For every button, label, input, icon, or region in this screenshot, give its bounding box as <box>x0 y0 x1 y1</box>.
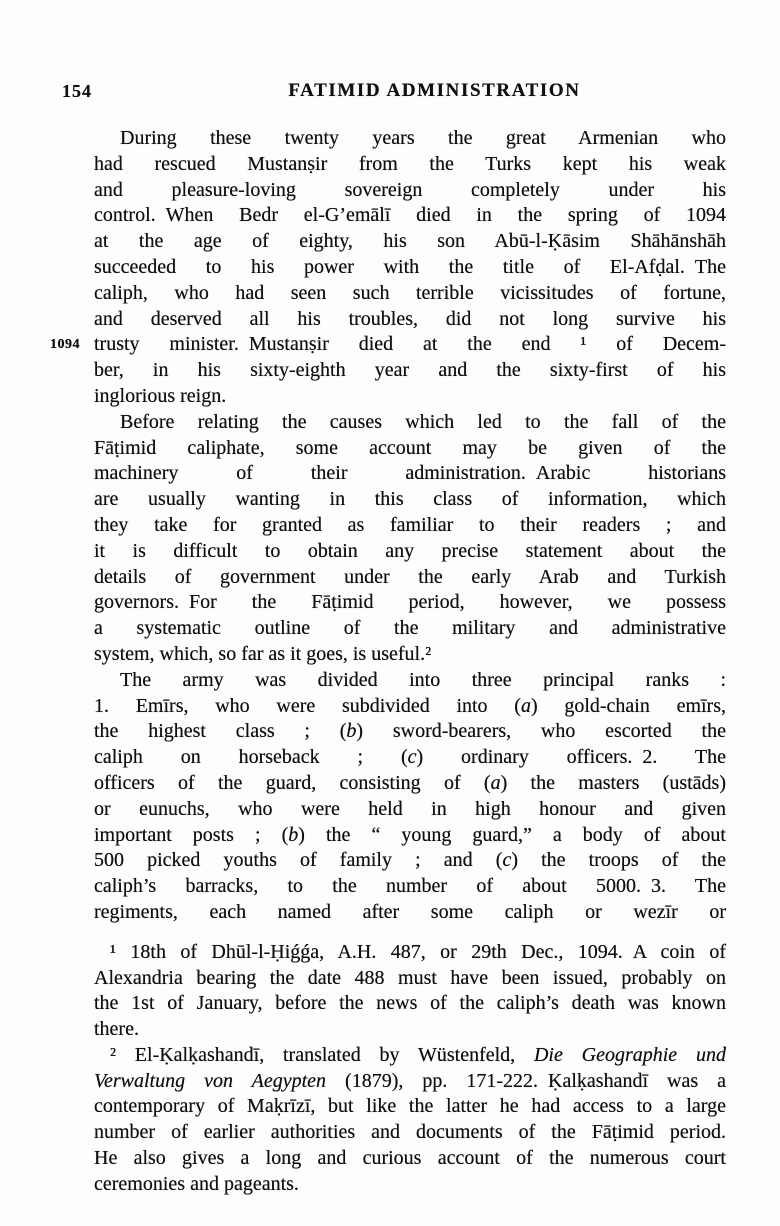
text-line <box>94 668 726 694</box>
text-segment: The army was divided into three principal ranks : <box>120 668 726 691</box>
text-segment: ) ordinary officers. 2. The <box>416 746 726 769</box>
text-segment: and deserved all his troubles, did not long survive his <box>94 307 726 330</box>
text-segment: a <box>520 694 531 717</box>
text-segment: number of earlier authorities and documents of the Fāṭimid period. <box>94 1121 726 1144</box>
text-segment: are usually wanting in this class of information, which <box>94 488 726 511</box>
text-line <box>94 332 726 358</box>
text-segment: and pleasure-loving sovereign completely under his <box>94 178 726 201</box>
text-segment: ) gold-chain emīrs, <box>530 694 726 717</box>
text-segment: 1. Emīrs, who were subdivided into ( <box>94 694 521 717</box>
text-segment: Alexandria bearing the date 488 must have been issued, probably on <box>94 966 726 989</box>
text-line <box>94 358 726 384</box>
text-segment: contemporary of Maḳrīzī, but like the latter he had access to a large <box>94 1095 726 1118</box>
page-number: 154 <box>62 81 92 101</box>
text-line <box>94 384 726 410</box>
text-line <box>94 565 726 591</box>
text-line <box>94 1172 726 1198</box>
footnote-2 <box>94 1043 726 1198</box>
text-line <box>94 590 726 616</box>
footnotes-section <box>94 940 726 1198</box>
text-line <box>94 745 726 771</box>
text-line <box>94 642 726 668</box>
text-line <box>94 848 726 874</box>
text-line <box>94 719 726 745</box>
text-segment: Before relating the causes which led to the fall of the <box>120 410 726 433</box>
text-segment: important posts ; ( <box>94 823 289 846</box>
text-segment: at the age of eighty, his son Abū-l-Ḳāsim Shāhānshāh <box>94 230 726 253</box>
text-segment: caliph, who had seen such terrible vicissitudes of fortune, <box>94 281 726 304</box>
text-line <box>94 940 726 966</box>
text-line <box>94 487 726 513</box>
text-line <box>94 823 726 849</box>
text-segment: or eunuchs, who were held in high honour and given <box>94 797 726 820</box>
text-segment: it is difficult to obtain any precise statement about the <box>94 539 726 562</box>
text-segment: trusty minister. Mustanṣir died at the end ¹ of Decem- <box>94 333 726 356</box>
text-segment: ) sword-bearers, who escorted the <box>356 720 726 743</box>
text-segment: ceremonies and pageants. <box>94 1172 299 1195</box>
text-segment: c <box>502 849 512 872</box>
paragraph-3 <box>94 668 726 926</box>
text-line <box>94 539 726 565</box>
text-line <box>94 436 726 462</box>
text-segment: officers of the guard, consisting of ( <box>94 771 491 794</box>
text-segment: the highest class ; ( <box>94 720 347 743</box>
margin-year-note: 1094 <box>50 337 80 352</box>
text-line <box>94 307 726 333</box>
text-line <box>94 874 726 900</box>
text-segment: governors. For the Fāṭimid period, however, we possess <box>94 591 726 614</box>
text-segment: details of government under the early Arab and Turkish <box>94 565 726 588</box>
text-segment: ) the “ young guard,” a body of about <box>298 823 726 846</box>
text-segment: ² El-Ḳalḳashandī, translated by Wüstenfeld, <box>110 1043 534 1066</box>
text-segment: a <box>490 771 501 794</box>
text-segment: ¹ 18th of Dhūl-l-Ḥiǵǵa, A.H. 487, or 29th Dec., 1094. A coin of <box>110 940 726 963</box>
text-segment: they take for granted as familiar to their readers ; and <box>94 513 726 536</box>
text-segment: (1879), pp. 171-222. Ḳalḳashandī was a <box>326 1069 726 1092</box>
text-segment: ) the masters (ustāds) <box>500 771 727 794</box>
text-segment: succeeded to his power with the title of El-Afḍal. The <box>94 255 726 278</box>
running-header <box>0 80 780 104</box>
text-line <box>94 178 726 204</box>
text-line <box>94 203 726 229</box>
text-line <box>94 966 726 992</box>
text-segment: He also gives a long and curious account of the numerous court <box>94 1147 726 1170</box>
text-line <box>94 410 726 436</box>
text-line <box>94 1120 726 1146</box>
text-line <box>94 1043 726 1069</box>
text-line <box>94 126 726 152</box>
text-segment: b <box>346 720 357 743</box>
text-line <box>94 797 726 823</box>
text-line <box>94 513 726 539</box>
paragraph-2 <box>94 410 726 668</box>
running-title: FATIMID ADMINISTRATION <box>288 80 581 101</box>
text-line <box>94 1094 726 1120</box>
text-segment: caliph on horseback ; ( <box>94 746 408 769</box>
text-segment: b <box>288 823 299 846</box>
text-line <box>94 900 726 926</box>
text-segment: a systematic outline of the military and administrative <box>94 617 726 640</box>
text-line <box>94 1017 726 1043</box>
text-segment: inglorious reign. <box>94 384 227 407</box>
text-line <box>94 1146 726 1172</box>
text-line <box>94 152 726 178</box>
text-segment: ) the troops of the <box>511 849 726 872</box>
text-segment: c <box>407 746 417 769</box>
text-line <box>94 991 726 1017</box>
text-line <box>94 1069 726 1095</box>
text-line <box>94 616 726 642</box>
text-segment: 500 picked youths of family ; and ( <box>94 849 503 872</box>
text-segment: Fāṭimid caliphate, some account may be given of the <box>94 436 726 459</box>
text-segment: caliph’s barracks, to the number of about 5000. 3. The <box>94 875 726 898</box>
text-segment: Verwaltung von Aegypten <box>94 1069 327 1092</box>
text-line <box>94 461 726 487</box>
text-line <box>94 229 726 255</box>
text-segment: During these twenty years the great Armenian who <box>120 127 726 149</box>
footnote-1 <box>94 940 726 1043</box>
text-segment: system, which, so far as it goes, is useful.² <box>94 642 432 665</box>
text-segment: had rescued Mustanṣir from the Turks kept his weak <box>94 152 726 175</box>
text-segment: Die Geographie und <box>533 1043 726 1066</box>
text-segment: machinery of their administration. Arabic historians <box>94 462 726 485</box>
text-line <box>94 771 726 797</box>
text-segment: the 1st of January, before the news of the caliph’s death was known <box>94 992 726 1015</box>
text-line <box>94 694 726 720</box>
paragraph-1 <box>94 126 726 410</box>
text-segment: ber, in his sixty-eighth year and the sixty-first of his <box>94 359 726 382</box>
text-block <box>94 126 726 1198</box>
text-segment: there. <box>94 1018 139 1041</box>
text-line <box>94 255 726 281</box>
text-segment: control. When Bedr el-G’emālī died in the spring of 1094 <box>94 204 726 227</box>
text-line <box>94 281 726 307</box>
text-segment: regiments, each named after some caliph or wezīr or <box>94 900 726 923</box>
